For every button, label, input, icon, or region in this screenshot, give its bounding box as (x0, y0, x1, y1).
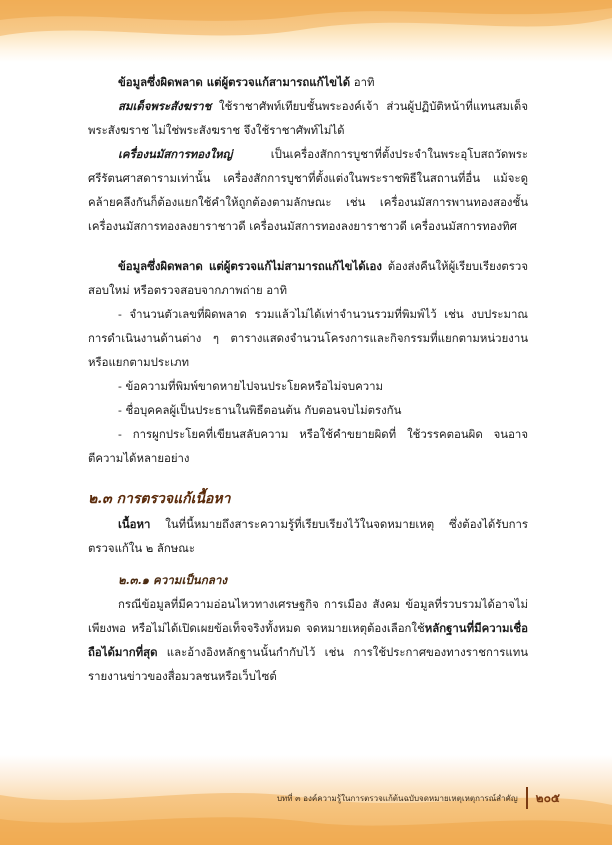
footer-divider (526, 787, 528, 809)
paragraph-worship-set (88, 142, 528, 238)
page-footer (277, 787, 560, 809)
paragraph-content-definition (88, 512, 528, 560)
neutrality-text-bold: หลักฐานที่มีความเชื่อถือได้มากที่สุด (88, 621, 528, 659)
section-gap (88, 470, 528, 486)
bullet-name-mismatch: - ชื่อบุคคลผู้เป็นประธานในพิธีตอนต้น กับตอนจบไม่ตรงกัน (118, 403, 402, 417)
paragraph-neutrality (88, 592, 528, 688)
content-definition-rest: ในที่นี้หมายถึงสาระความรู้ที่เรียบเรียงไว้ในจดหมายเหตุ ซึ่งต้องได้รับการตรวจแก้ใน ๒ ลักษณะ (88, 517, 528, 555)
paragraph-fixable-errors (88, 70, 528, 94)
sangharaja-rest: ใช้ราชาศัพท์เทียบชั้นพระองค์เจ้า ส่วนผู้ปฏิบัติหน้าที่แทนสมเด็จพระสังฆราช ไม่ใช่พระสังฆราช จึงใช้ราชาศัพท์ไม่ได้ (88, 99, 528, 137)
subsection-heading-neutrality: ๒.๓.๑ ความเป็นกลาง (118, 573, 227, 587)
worship-set-term: เครื่องนมัสการทองใหญ่ (118, 147, 233, 161)
worship-set-rest: เป็นเครื่องสักการบูชาที่ตั้งประจำในพระอุโบสถวัดพระศรีรัตนศาสดารามเท่านั้น เครื่องสักการบูชาที่ตั้งแต่งในพระราชพิธีในสถานที่อื่น แม้จะดูคล้ายคลึงกันก็ต้องแยกใช้คำให้ถูกต้องตามลักษณะ เช่น เครื่องนมัสการพานทองสองชั้น เครื่องนมัสการทองลงยาราชาวดี เครื่องนมัสการทองลงยาราชาวดี เครื่องนมัสการทองทิศ (88, 147, 528, 233)
page-content (88, 70, 528, 688)
bullet-number-errors: - จำนวนตัวเลขที่ผิดพลาด รวมแล้วไม่ได้เท่าจำนวนรวมที่พิมพ์ไว้ เช่น งบประมาณการดำเนินงานด้านต่าง ๆ ตารางแสดงจำนวนโครงการและกิจกรรมที่แยกตามหน่วยงาน หรือแยกตามประเภท (88, 307, 528, 369)
section-gap (88, 560, 528, 568)
neutrality-text-a: กรณีข้อมูลที่มีความอ่อนไหวทางเศรษฐกิจ การเมือง สังคม ข้อมูลที่รวบรวมได้อาจไม่เพียงพอ หรือไม่ได้เปิดเผยข้อเท็จจริงทั้งหมด จดหมายเหตุต้องเลือกใช้ (88, 597, 528, 635)
section-heading-content-check: ๒.๓ การตรวจแก้เนื้อหา (88, 491, 231, 507)
footer-chapter-title: บทที่ ๓ องค์ความรู้ในการตรวจแก้ต้นฉบับจดหมายเหตุเหตุการณ์สำคัญ (276, 793, 518, 803)
unfixable-errors-lead: ข้อมูลซึ่งผิดพลาด แต่ผู้ตรวจแก้ไม่สามารถแก้ไขได้เอง (118, 259, 382, 273)
top-wave-pattern (0, 0, 612, 62)
neutrality-text-c: และอ้างอิงหลักฐานนั้นกำกับไว้ เช่น การใช้ประกาศของทางราชการแทนรายงานข่าวของสื่อมวลชนหรือเว็บไซต์ (88, 645, 528, 683)
fixable-errors-rest: อาทิ (350, 75, 375, 89)
sangharaja-term: สมเด็จพระสังฆราช (118, 99, 212, 113)
paragraph-unfixable-errors (88, 254, 528, 302)
unfixable-errors-rest: ต้องส่งคืนให้ผู้เรียบเรียงตรวจสอบใหม่ หรือตรวจสอบจากภาพถ่าย อาทิ (88, 259, 528, 297)
bullet-sentence-order: - การผูกประโยคที่เขียนสลับความ หรือใช้คำขยายผิดที่ ใช้วรรคตอนผิด จนอาจตีความได้หลายอย่าง (88, 427, 528, 465)
paragraph-sangharaja (88, 94, 528, 142)
page-number: ๒๐๕ (535, 790, 560, 805)
top-decorative-band (0, 0, 612, 62)
bullet-missing-text: - ข้อความที่พิมพ์ขาดหายไปจนประโยคหรือไม่จบความ (118, 379, 384, 393)
section-gap (88, 238, 528, 254)
content-definition-lead: เนื้อหา (118, 517, 151, 531)
fixable-errors-lead: ข้อมูลซึ่งผิดพลาด แต่ผู้ตรวจแก้สามารถแก้ไขได้ (118, 75, 351, 89)
